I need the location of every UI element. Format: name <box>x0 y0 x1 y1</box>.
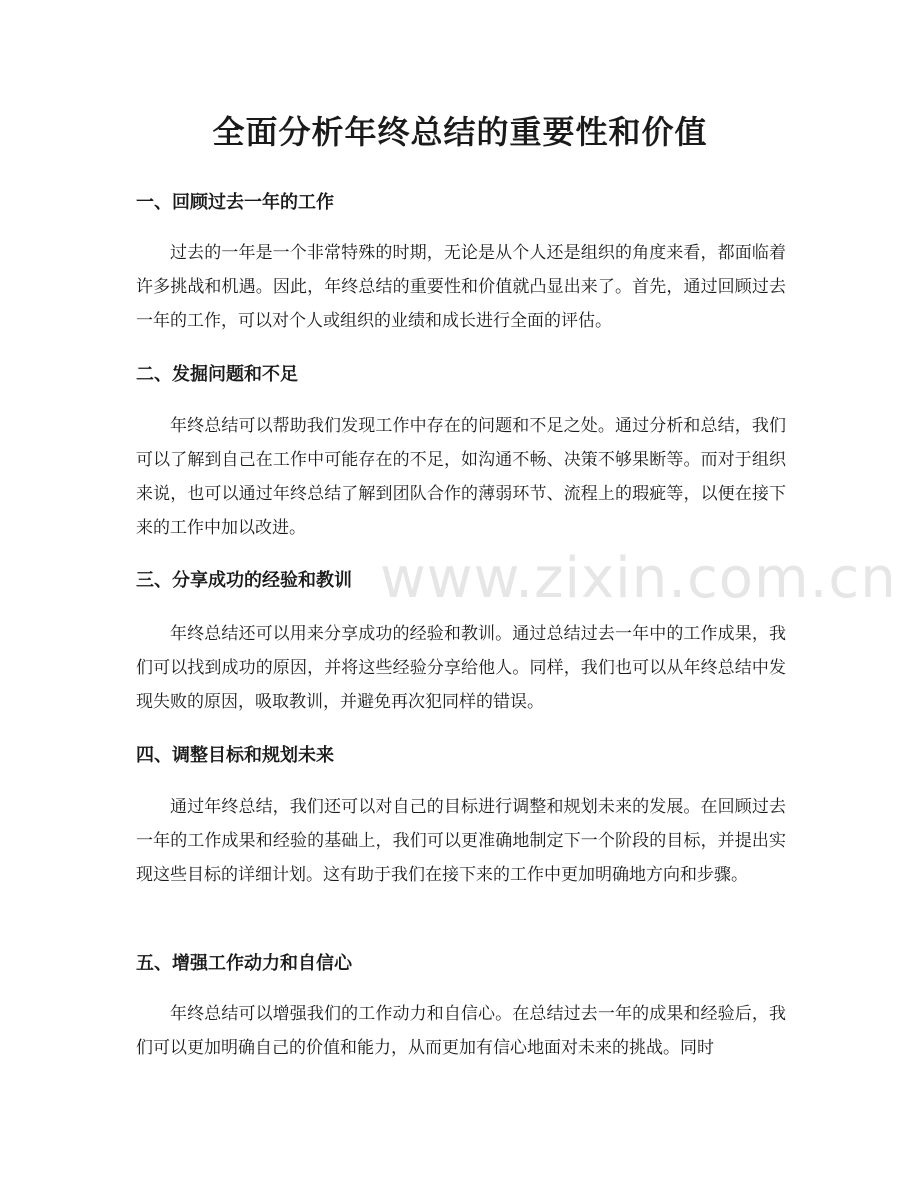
section-heading-5: 五、增强工作动力和自信心 <box>136 953 352 974</box>
section-body-4: 通过年终总结，我们还可以对自己的目标进行调整和规划未来的发展。在回顾过去一年的工作成果和经验的基础上，我们可以更准确地制定下一个阶段的目标，并提出实现这些目标的详细计划。这有助于我们在接下来的工作中更加明确地方向和步骤。 <box>136 797 786 885</box>
section-body-3: 年终总结还可以用来分享成功的经验和教训。通过总结过去一年中的工作成果，我们可以找到成功的原因，并将这些经验分享给他人。同样，我们也可以从年终总结中发现失败的原因，吸取教训，并避免再次犯同样的错误。 <box>136 624 786 712</box>
section-body-2: 年终总结可以帮助我们发现工作中存在的问题和不足之处。通过分析和总结，我们可以了解到自己在工作中可能存在的不足，如沟通不畅、决策不够果断等。而对于组织来说，也可以通过年终总结了解到团队合作的薄弱环节、流程上的瑕疵等，以便在接下来的工作中加以改进。 <box>136 416 786 538</box>
watermark-text: www.zixin.com.cn <box>380 546 897 611</box>
section-body-1: 过去的一年是一个非常特殊的时期，无论是从个人还是组织的角度来看，都面临着许多挑战和机遇。因此，年终总结的重要性和价值就凸显出来了。首先，通过回顾过去一年的工作，可以对个人或组织的业绩和成长进行全面的评估。 <box>136 243 786 331</box>
document-title: 全面分析年终总结的重要性和价值 <box>212 113 708 151</box>
section-heading-1: 一、回顾过去一年的工作 <box>136 192 334 213</box>
section-heading-3: 三、分享成功的经验和教训 <box>136 570 352 591</box>
section-heading-2: 二、发掘问题和不足 <box>136 364 298 385</box>
section-body-5: 年终总结可以增强我们的工作动力和自信心。在总结过去一年的成果和经验后，我们可以更加明确自己的价值和能力，从而更加有信心地面对未来的挑战。同时 <box>136 1004 786 1058</box>
section-heading-4: 四、调整目标和规划未来 <box>136 745 334 766</box>
